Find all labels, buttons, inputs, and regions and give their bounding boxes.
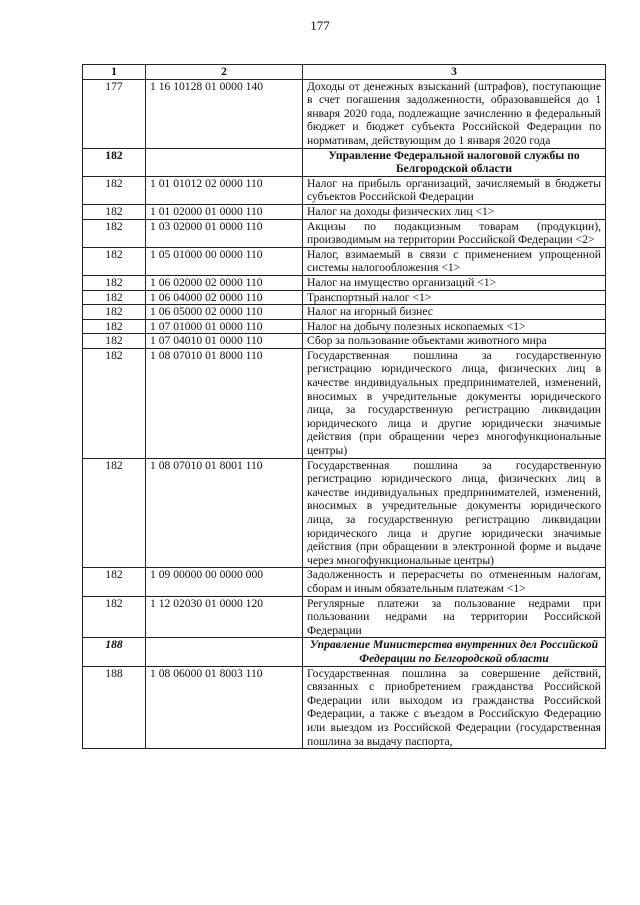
budget-code-cell: 1 03 02000 01 0000 110 xyxy=(146,219,303,247)
table-row xyxy=(83,568,606,596)
admin-code-cell: 182 xyxy=(83,568,146,596)
budget-code-cell xyxy=(146,148,303,176)
budget-code-cell: 1 07 01000 01 0000 110 xyxy=(146,319,303,334)
admin-code-cell: 182 xyxy=(83,334,146,349)
budget-code-cell: 1 12 02030 01 0000 120 xyxy=(146,596,303,638)
admin-code-cell: 177 xyxy=(83,79,146,148)
table-row xyxy=(83,204,606,219)
section-header-row xyxy=(83,148,606,176)
admin-code-cell: 188 xyxy=(83,666,146,749)
table-row xyxy=(83,596,606,638)
admin-code-cell: 182 xyxy=(83,275,146,290)
admin-code-cell: 182 xyxy=(83,204,146,219)
revenue-codes-table xyxy=(82,64,606,749)
budget-code-cell: 1 01 02000 01 0000 110 xyxy=(146,204,303,219)
page-number: 177 xyxy=(310,18,330,33)
table-row xyxy=(83,247,606,275)
header-col-1: 1 xyxy=(83,65,146,80)
admin-code-cell: 182 xyxy=(83,348,146,458)
description-cell: Государственная пошлина за совершение действий, связанных с приобретением гражданства Российской Федерации или выходом из гражданства Российской Федерации, а также с въездом в Российскую Федерацию или выездом из Российской Федерации (государственная пошлина за выдачу паспорта, xyxy=(303,666,606,749)
table-row xyxy=(83,334,606,349)
description-cell: Государственная пошлина за государственную регистрацию юридического лица, физических лиц в качестве индивидуальных предпринимателей, изменений, вносимых в учредительные документы юридического лица, за государственную регистрацию ликвидации юридического лица и другие юридически значимые действия (при обращении в электронной форме и выдаче через многофункциональные центры) xyxy=(303,458,606,568)
description-cell: Акцизы по подакцизным товарам (продукции), производимым на территории Российской Федерации <2> xyxy=(303,219,606,247)
budget-code-cell: 1 01 01012 02 0000 110 xyxy=(146,176,303,204)
description-cell: Управление Федеральной налоговой службы по Белгородской области xyxy=(303,148,606,176)
admin-code-cell: 182 xyxy=(83,219,146,247)
table-row xyxy=(83,275,606,290)
admin-code-cell: 182 xyxy=(83,305,146,320)
header-col-3: 3 xyxy=(303,65,606,80)
description-cell: Сбор за пользование объектами животного мира xyxy=(303,334,606,349)
description-cell: Доходы от денежных взысканий (штрафов), поступающие в счет погашения задолженности, образовавшейся до 1 января 2020 года, подлежащие зачислению в федеральный бюджет и бюджет субъекта Российской Федерации по нормативам, действующим до 1 января 2020 года xyxy=(303,79,606,148)
description-cell: Транспортный налог <1> xyxy=(303,290,606,305)
description-cell: Управление Министерства внутренних дел Российской Федерации по Белгородской области xyxy=(303,638,606,666)
budget-code-cell: 1 08 07010 01 8001 110 xyxy=(146,458,303,568)
description-cell: Налог на добычу полезных ископаемых <1> xyxy=(303,319,606,334)
budget-code-cell: 1 08 06000 01 8003 110 xyxy=(146,666,303,749)
budget-code-cell: 1 05 01000 00 0000 110 xyxy=(146,247,303,275)
admin-code-cell: 182 xyxy=(83,458,146,568)
admin-code-cell: 182 xyxy=(83,148,146,176)
table-row xyxy=(83,666,606,749)
description-cell: Налог на прибыль организаций, зачисляемый в бюджеты субъектов Российской Федерации xyxy=(303,176,606,204)
budget-code-cell xyxy=(146,638,303,666)
admin-code-cell: 182 xyxy=(83,319,146,334)
table-row xyxy=(83,176,606,204)
table-row xyxy=(83,79,606,148)
table-body xyxy=(83,65,606,749)
section-header-row xyxy=(83,638,606,666)
budget-code-cell: 1 16 10128 01 0000 140 xyxy=(146,79,303,148)
admin-code-cell: 182 xyxy=(83,290,146,305)
budget-code-cell: 1 06 05000 02 0000 110 xyxy=(146,305,303,320)
description-cell: Налог, взимаемый в связи с применением упрощенной системы налогообложения <1> xyxy=(303,247,606,275)
description-cell: Регулярные платежи за пользование недрами при пользовании недрами на территории Российской Федерации xyxy=(303,596,606,638)
budget-code-cell: 1 09 00000 00 0000 000 xyxy=(146,568,303,596)
table-header-row xyxy=(83,65,606,80)
budget-code-cell: 1 06 04000 02 0000 110 xyxy=(146,290,303,305)
table-row xyxy=(83,319,606,334)
budget-code-cell: 1 08 07010 01 8000 110 xyxy=(146,348,303,458)
admin-code-cell: 182 xyxy=(83,247,146,275)
table-row xyxy=(83,305,606,320)
table-row xyxy=(83,219,606,247)
description-cell: Налог на доходы физических лиц <1> xyxy=(303,204,606,219)
description-cell: Задолженность и перерасчеты по отмененным налогам, сборам и иным обязательным платежам <1> xyxy=(303,568,606,596)
budget-code-cell: 1 06 02000 02 0000 110 xyxy=(146,275,303,290)
table-row xyxy=(83,290,606,305)
header-col-2: 2 xyxy=(146,65,303,80)
budget-code-cell: 1 07 04010 01 0000 110 xyxy=(146,334,303,349)
admin-code-cell: 188 xyxy=(83,638,146,666)
admin-code-cell: 182 xyxy=(83,596,146,638)
description-cell: Государственная пошлина за государственную регистрацию юридического лица, физических лиц в качестве индивидуальных предпринимателей, изменений, вносимых в учредительные документы юридического лица, за государственную регистрацию ликвидации юридического лица и другие юридически значимые действия (при обращении через многофункциональные центры) xyxy=(303,348,606,458)
table-row xyxy=(83,348,606,458)
admin-code-cell: 182 xyxy=(83,176,146,204)
description-cell: Налог на имущество организаций <1> xyxy=(303,275,606,290)
description-cell: Налог на игорный бизнес xyxy=(303,305,606,320)
table-row xyxy=(83,458,606,568)
